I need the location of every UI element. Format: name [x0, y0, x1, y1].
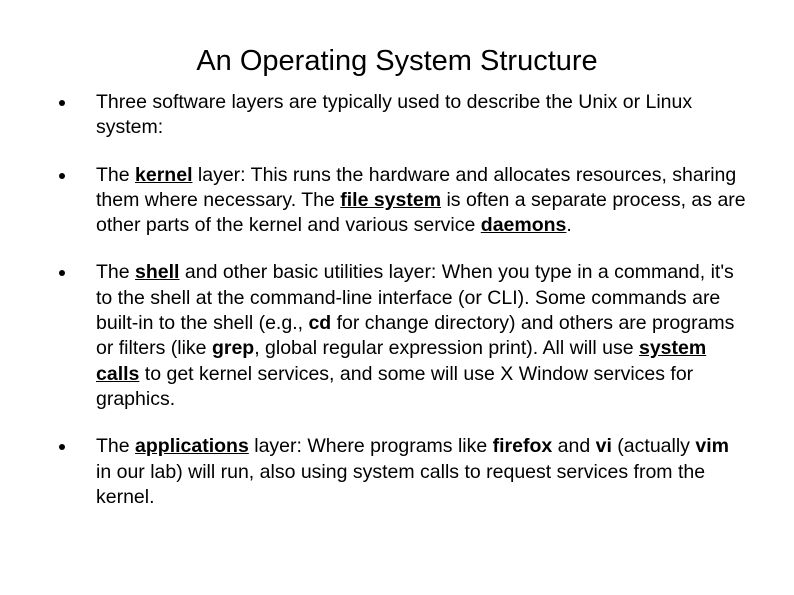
command-name: firefox [492, 435, 553, 458]
bullet-item [56, 434, 746, 510]
term-underlined: kernel [135, 163, 193, 186]
term-underlined: shell [135, 261, 180, 284]
bullet-text: layer: This runs the hardware and allocates resources, sharing them where necessary. The [96, 163, 737, 211]
bullet-text: layer: Where programs like [248, 435, 493, 458]
bullet-text: and [552, 435, 596, 458]
bullet-text: to get kernel services, and some will use X Window services for graphics. [96, 362, 694, 410]
bullet-text: is often a separate process, as are other parts of the kernel and various service [96, 188, 746, 237]
command-name: cd [308, 312, 332, 335]
command-name: vi [595, 435, 612, 458]
bullet-item [56, 163, 746, 239]
bullet-item [56, 260, 746, 412]
bullet-text: (actually [611, 435, 696, 458]
slide-title: An Operating System Structure [196, 45, 598, 77]
term-underlined: system calls [96, 337, 707, 385]
command-name: vim [695, 435, 729, 458]
bullet-text: , global regular expression print). All will use [254, 337, 639, 360]
bullet-text: and other basic utilities layer: When you type in a command, it's to the shell at the command-line interface (or CLI). Some commands are built-in to the shell (e.g., [96, 261, 734, 335]
bullet-dot-icon [59, 270, 65, 276]
bullet-text: The [96, 261, 136, 284]
bullet-text: . [566, 214, 572, 237]
bullet-text: Three software layers are typically used to describe the Unix or Linux system: [96, 91, 693, 139]
bullet-text: for change directory) and others are programs or filters (like [96, 312, 735, 360]
bullet-text: The [96, 435, 136, 458]
command-name: grep [211, 337, 255, 360]
bullet-text: The [96, 163, 136, 186]
bullet-dot-icon [59, 173, 65, 179]
term-underlined: applications [135, 435, 249, 458]
term-underlined: file system [340, 188, 442, 211]
bullet-text: in our lab) will run, also using system calls to request services from the kernel. [96, 460, 706, 508]
bullet-item [56, 90, 746, 141]
bullet-list [56, 90, 746, 532]
term-underlined: daemons [480, 214, 567, 237]
bullet-dot-icon [59, 100, 65, 106]
bullet-dot-icon [59, 444, 65, 450]
